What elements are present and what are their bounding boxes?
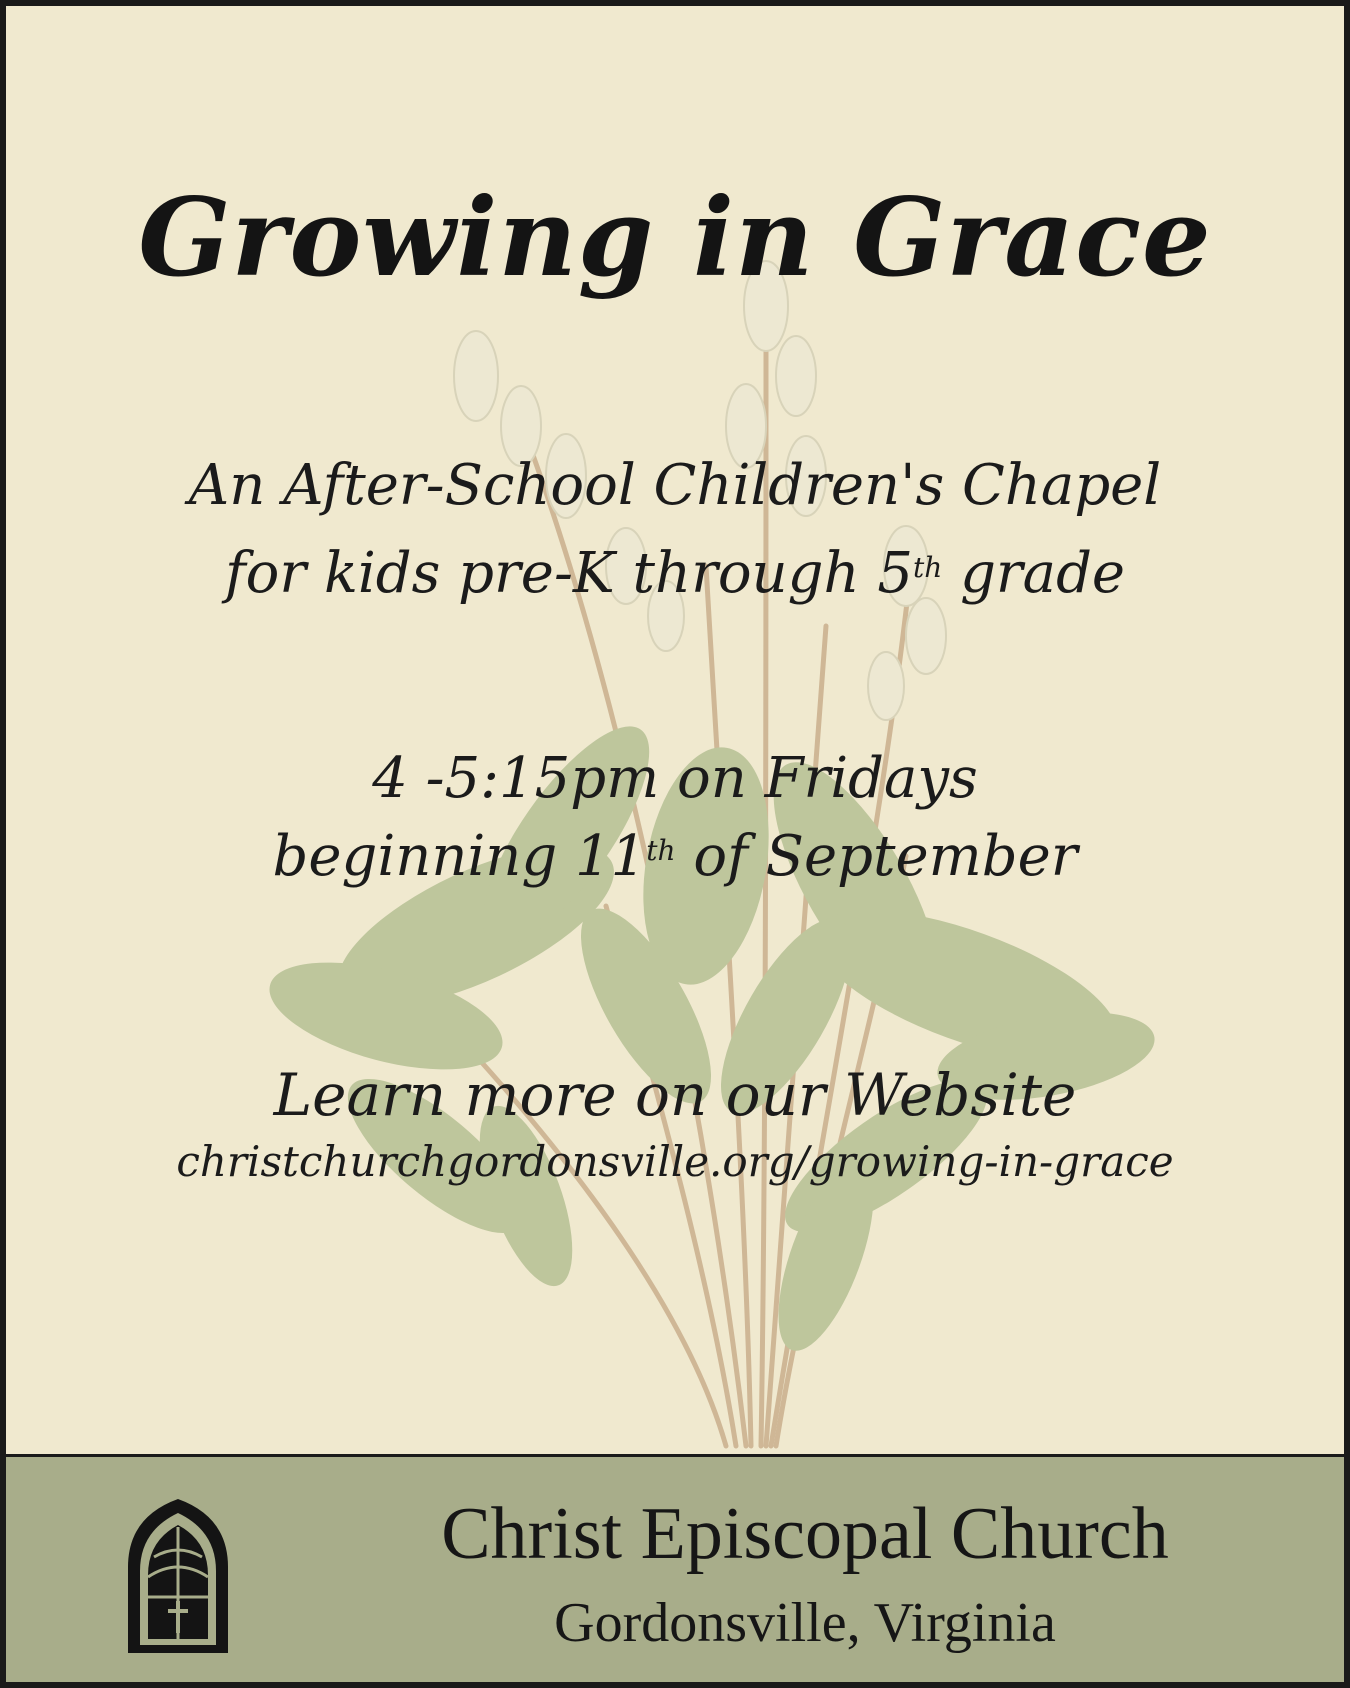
schedule-start (6, 824, 1344, 889)
schedule-start-main: beginning 11 (272, 824, 647, 889)
poster (6, 6, 1344, 1682)
subtitle-line-1: An After-School Children's Chapel (188, 453, 1162, 518)
church-footer (6, 1454, 1344, 1682)
church-window-icon (124, 1497, 232, 1655)
subtitle-ordinal: th (912, 550, 943, 584)
schedule-start-end: of September (675, 824, 1078, 889)
schedule-time: 4 -5:15pm on Fridays (372, 746, 978, 811)
church-name: Christ Episcopal Church (441, 1493, 1169, 1575)
subtitle-line-2 (6, 541, 1344, 606)
church-location: Gordonsville, Virginia (554, 1592, 1056, 1654)
subtitle-line-2-end: grade (942, 541, 1126, 606)
website-url[interactable]: christchurchgordonsville.org/growing-in-grace (176, 1137, 1174, 1186)
schedule-ordinal: th (646, 833, 676, 867)
website-heading: Learn more on our Website (273, 1061, 1077, 1129)
subtitle-line-2-main: for kids pre-K through 5 (224, 541, 913, 606)
poster-text (6, 6, 1344, 1454)
poster-title: Growing in Grace (138, 175, 1212, 301)
